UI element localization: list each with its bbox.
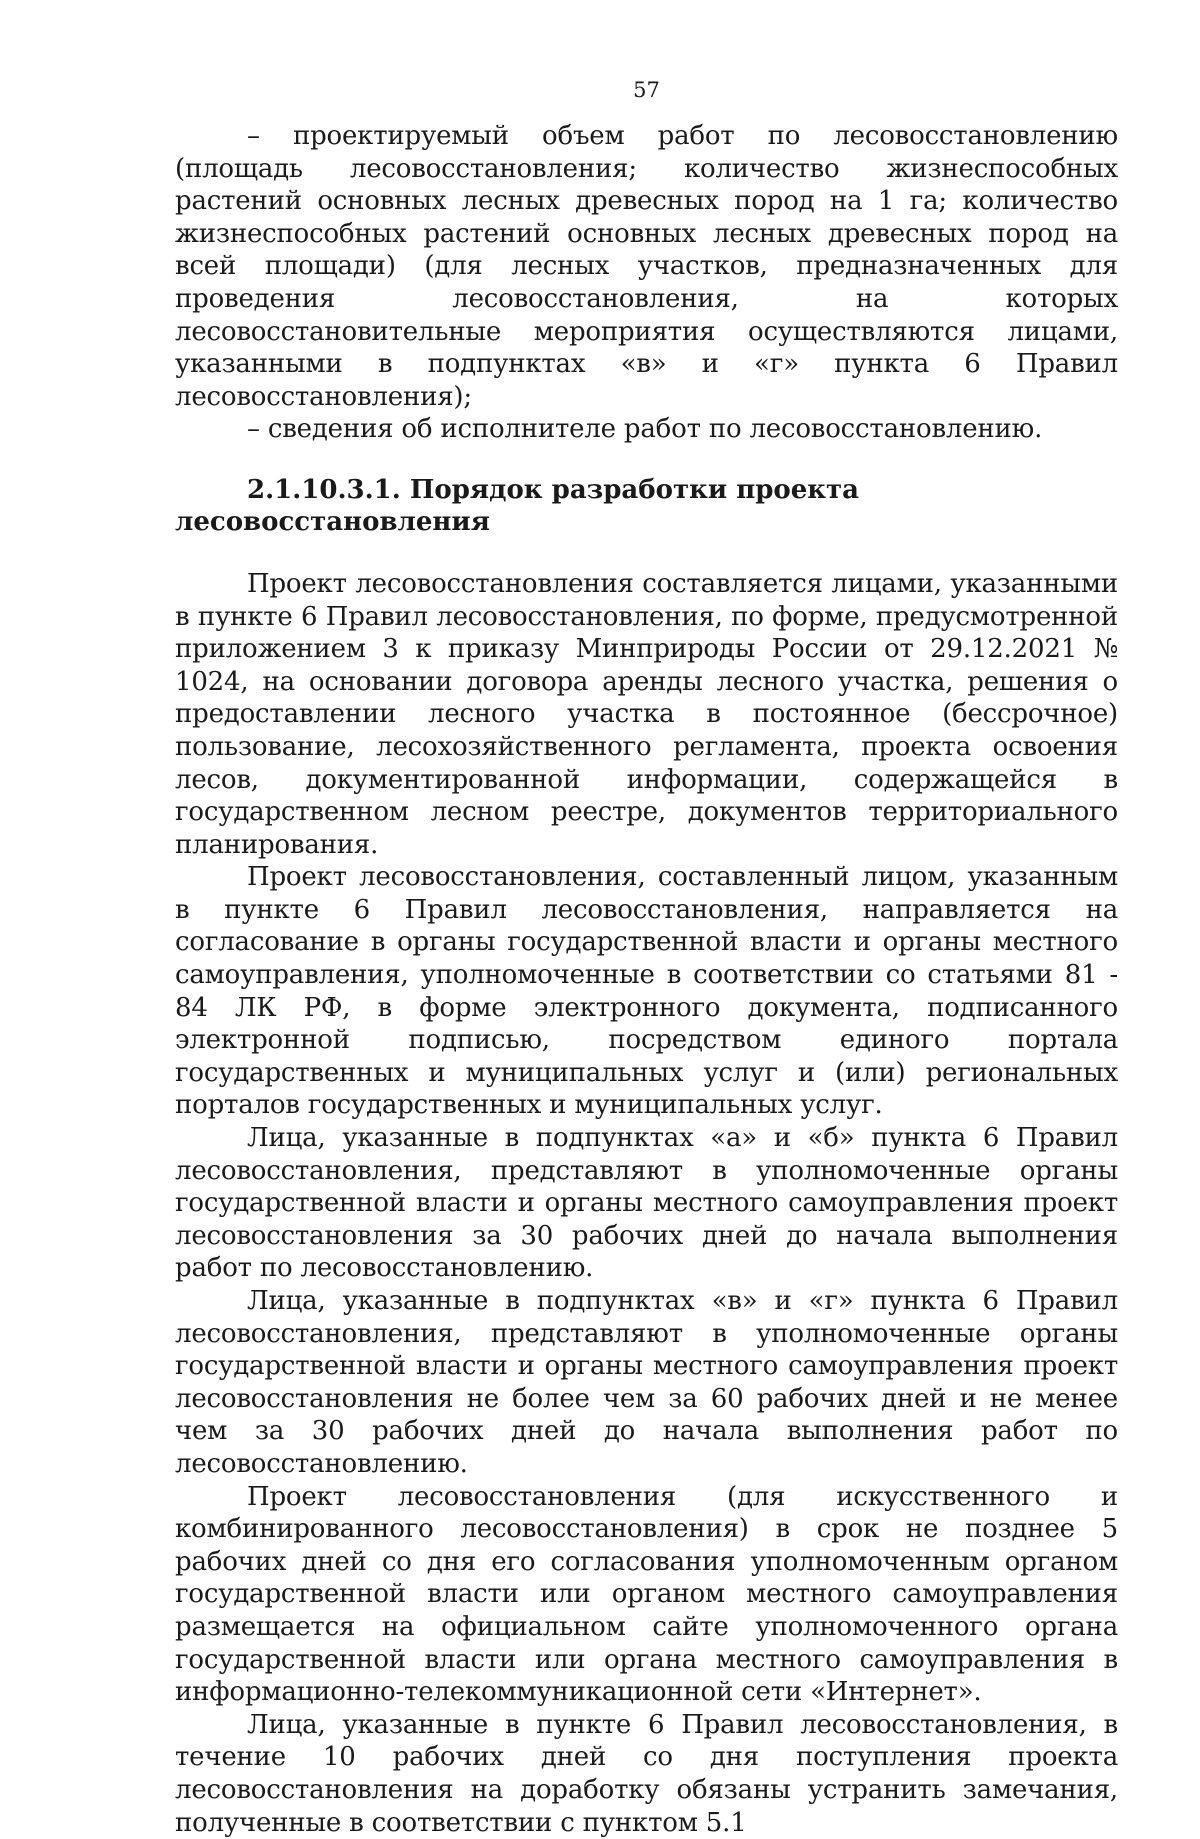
list-item: – проектируемый объем работ по лесовосстановлению (площадь лесовосстановления; количество жизнеспособных растений основных лесных древесных пород на 1 га; количество жизнеспособных растений основных лесных древесных пород на всей площади) (для лесных участков, предназначенных для проведения лесовосстановления, на которых лесовосстановительные мероприятия осуществляются лицами, указанными в подпунктах «в» и «г» пункта 6 Правил лесовосстановления); [175, 121, 1118, 412]
paragraph: Лица, указанные в подпунктах «а» и «б» пункта 6 Правил лесовосстановления, представляют в уполномоченные органы государственной власти и органы местного самоуправления проект лесовосстановления за 30 рабочих дней до начала выполнения работ по лесовосстановлению. [175, 1123, 1118, 1284]
page-number: 57 [633, 78, 660, 102]
list-item: – сведения об исполнителе работ по лесовосстановлению. [247, 414, 1043, 445]
paragraph: Проект лесовосстановления составляется лицами, указанными в пункте 6 Правил лесовосстановления, по форме, предусмотренной приложением 3 к приказу Минприроды России от 29.12.2021 № 1024, на основании договора аренды лесного участка, решения о предоставлении лесного участка в постоянное (бессрочное) пользование, лесохозяйственного регламента, проекта освоения лесов, документированной информации, содержащейся в государственном лесном реестре, документов территориального планирования. [175, 568, 1118, 860]
paragraph: Проект лесовосстановления, составленный лицом, указанным в пункте 6 Правил лесовосстановления, направляется на согласование в органы государственной власти и органы местного самоуправления, уполномоченные в соответствии со статьями 81 - 84 ЛК РФ, в форме электронного документа, подписанного электронной подписью, посредством единого портала государственных и муниципальных услуг и (или) региональных порталов государственных и муниципальных услуг. [175, 862, 1118, 1121]
section-heading: 2.1.10.3.1. Порядок разработки проекта лесовосстановления [175, 474, 860, 537]
paragraph: Лица, указанные в подпунктах «в» и «г» пункта 6 Правил лесовосстановления, представляют в уполномоченные органы государственной власти и органы местного самоуправления проект лесовосстановления не более чем за 60 рабочих дней и не менее чем за 30 рабочих дней до начала выполнения работ по лесовосстановлению. [175, 1286, 1118, 1479]
paragraph: Проект лесовосстановления (для искусственного и комбинированного лесовосстановления) в срок не позднее 5 рабочих дней со дня его согласования уполномоченным органом государственной власти или органом местного самоуправления размещается на официальном сайте уполномоченного органа государственной власти или органа местного самоуправления в информационно-телекоммуникационной сети «Интернет». [175, 1481, 1118, 1708]
document-page [175, 60, 1118, 1839]
paragraph: Лица, указанные в пункте 6 Правил лесовосстановления, в течение 10 рабочих дней со дня поступления проекта лесовосстановления на доработку обязаны устранить замечания, полученные в соответствии с пунктом 5.1 [175, 1709, 1118, 1838]
